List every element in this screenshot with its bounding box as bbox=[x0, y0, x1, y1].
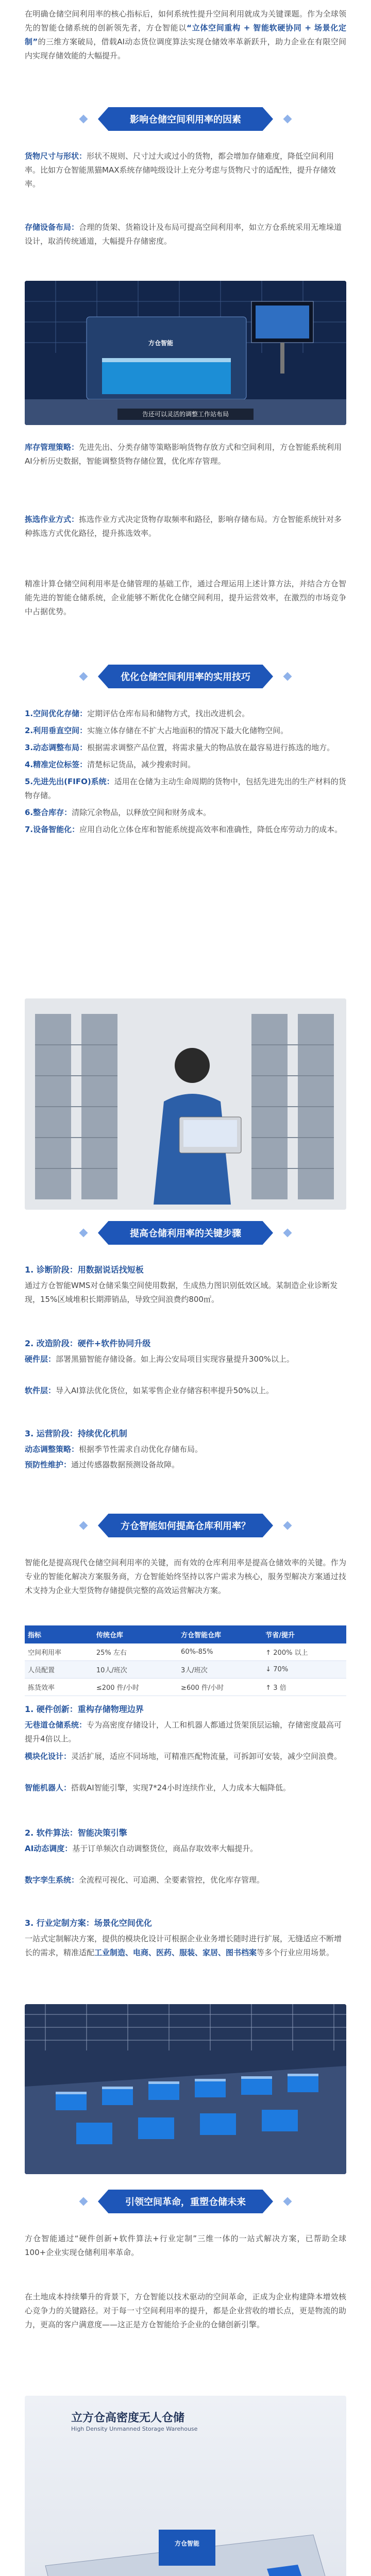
brand-logo: 方仓智能 bbox=[148, 340, 174, 347]
section-banner-fangcang bbox=[98, 1514, 273, 1537]
step-text: 动态调整策略：根据季节性需求自动优化存储布局。 bbox=[25, 1445, 203, 1454]
workstation-illustration bbox=[25, 281, 346, 425]
table-cell: 25% 左右 bbox=[93, 1643, 178, 1661]
factor-item-layout: 存储设备布局：合理的货架、货箱设计及布局可提高空间利用率，如立方仓系统采用无堆垛道设计，取消传统通道，大幅提升存储密度。 bbox=[25, 223, 342, 246]
grid-warehouse-illustration bbox=[25, 2452, 346, 2576]
section-banner-title: 优化仓储空间利用率的实用技巧 bbox=[121, 672, 250, 683]
table-header-cell: 节省/提升 bbox=[262, 1625, 346, 1643]
section-banner-title: 提高仓储利用率的关键步骤 bbox=[130, 1228, 241, 1239]
table-cell: ↑ 3 倍 bbox=[262, 1679, 346, 1696]
table-cell: ↓ 70% bbox=[262, 1661, 346, 1679]
table-row bbox=[25, 1661, 346, 1679]
brand-logo: 方仓智能 bbox=[175, 2540, 200, 2547]
operator-illustration bbox=[25, 998, 346, 1210]
table-cell: 人员配置 bbox=[25, 1661, 93, 1679]
step-title: 3. 运营阶段：持续优化机制 bbox=[25, 1429, 127, 1438]
step-text: 软件层：导入AI算法优化货位，如某零售企业存储容积率提升50%以上。 bbox=[25, 1386, 274, 1395]
table-cell: 3人/班次 bbox=[178, 1661, 262, 1679]
table-header-cell: 方仓智能仓库 bbox=[178, 1625, 262, 1643]
table-cell: ≤200 件/小时 bbox=[93, 1679, 178, 1696]
step-text: 通过方仓智能WMS对仓储采集空间使用数据，生成热力图识别低效区域。某制造企业诊断发现，15%区域堆积长期滞销品，导致空间浪费约800㎡。 bbox=[25, 1281, 338, 1304]
tip-item: 6.整合库存：清除冗余物品，以释放空间和财务成本。 bbox=[25, 808, 211, 817]
tip-item: 2.利用垂直空间：实施立体存储在不扩大占地面积的情况下最大化储物空间。 bbox=[25, 726, 289, 735]
factor-item-inventory: 库存管理策略：先进先出、分类存储等策略影响货物存放方式和空间利用，方仓智能系统利用AI分析历史数据，智能调整货物存储位置，优化库存管理。 bbox=[25, 443, 342, 466]
step-text: 预防性维护：通过传感器数据预测设备故障。 bbox=[25, 1460, 180, 1469]
feature-title: 2. 软件算法：智能决策引擎 bbox=[25, 1828, 127, 1838]
section-banner-future bbox=[98, 2190, 273, 2213]
table-cell: 60%-85% bbox=[178, 1643, 262, 1661]
tip-item: 7.设备智能化：应用自动化立体仓库和智能系统提高效率和准确性，降低仓库劳动力的成本。 bbox=[25, 825, 343, 834]
promo-card bbox=[25, 2396, 346, 2576]
section-banner-steps bbox=[98, 1221, 273, 1245]
feature-text: 一站式定制解决方案，提供的模块化设计可根据企业业务增长随时进行扩展，无缝适应不断增长的需求，精准适配工业制造、电商、医药、服装、家居、图书档案等多个行业应用场景。 bbox=[25, 1934, 342, 1957]
table-row bbox=[25, 1643, 346, 1661]
feature-text: AI动态调度：基于订单频次自动调整货位，商品存取效率大幅提升。 bbox=[25, 1844, 258, 1853]
section-banner-title: 影响仓储空间利用率的因素 bbox=[130, 114, 241, 125]
comparison-table bbox=[25, 1625, 346, 1696]
step-title: 2. 改造阶段：硬件+软件协同升级 bbox=[25, 1338, 151, 1348]
operator-photo bbox=[25, 998, 346, 1210]
promo-title: 立方仓高密度无人仓储 bbox=[71, 2412, 185, 2425]
table-cell: 空间利用率 bbox=[25, 1643, 93, 1661]
feature-text: 模块化设计：灵活扩展，适应不同场地，可精准匹配物流量，可拆卸可安装，减少空间浪费。 bbox=[25, 1752, 342, 1761]
tip-item: 5.先进先出(FIFO)系统：适用在仓储为主动生命周期的货物中，包括先进先出的生产材料的货物存储。 bbox=[25, 777, 346, 800]
feature-text: 数字孪生系统：全流程可视化、可追溯、全要素管控，优化库存管理。 bbox=[25, 1875, 265, 1885]
table-cell: 拣货效率 bbox=[25, 1679, 93, 1696]
section-banner-title: 方仓智能如何提高仓库利用率？ bbox=[121, 1521, 250, 1532]
photo-caption: 告还可以灵活的调整工作站布局 bbox=[117, 409, 254, 420]
table-cell: ≥600 件/小时 bbox=[178, 1679, 262, 1696]
factor-item-picking: 拣选作业方式：拣选作业方式决定货物存取频率和路径，影响存储布局。方仓智能系统针对多种拣选方式优化路径，提升拣选效率。 bbox=[25, 515, 342, 538]
table-row bbox=[25, 1679, 346, 1696]
storage-hall-illustration bbox=[25, 2004, 346, 2174]
fangcang-intro: 智能化是提高现代仓储空间利用率的关键，而有效的仓库利用率是提高仓储效率的关键。作为专业的智能化解决方案服务商，方仓智能始终坚持以客户需求为核心，服务型解决方案通过技术支持为企业大型货物存储提供完整的高效运营解决方案。 bbox=[25, 1558, 346, 1595]
factor-item-size: 货物尺寸与形状：形状不规则、尺寸过大或过小的货物，都会增加存储难度，降低空间利用率。比如方仓智能黑猫MAX系统存储吨级设计上充分考虑与货物尺寸的适配性，提升存储效率。 bbox=[25, 151, 336, 189]
promo-subtitle: High Density Unmanned Storage Warehouse bbox=[71, 2426, 198, 2432]
section-banner-tips bbox=[98, 665, 273, 688]
closing-paragraph: 在土地成本持续攀升的背景下，方仓智能以技术驱动的空间革命，正成为企业构建降本增效核心竞争力的关键路径。对于每一寸空间利用率的提升，都是企业营收的增长点，更是物流的助力，更高的客户满意度——这正是方仓智能给予企业的仓储创新引擎。 bbox=[25, 2292, 346, 2329]
storage-hall-photo bbox=[25, 2004, 346, 2174]
workstation-photo bbox=[25, 281, 346, 425]
table-header-cell: 传统仓库 bbox=[93, 1625, 178, 1643]
tips-list bbox=[25, 707, 346, 840]
step-title: 1. 诊断阶段：用数据说话找短板 bbox=[25, 1265, 144, 1275]
section-banner-title: 引领空间革命，重塑仓储未来 bbox=[125, 2197, 246, 2208]
feature-title: 1. 硬件创新：重构存储物理边界 bbox=[25, 1704, 144, 1714]
step-text: 硬件层：部署黑猫智能存储设备。如上海公安局项目实现容量提升300%以上。 bbox=[25, 1354, 294, 1364]
section-banner-factors bbox=[98, 107, 273, 131]
feature-text: 智能机器人：搭载AI智能引擎，实现7*24小时连续作业，人力成本大幅降低。 bbox=[25, 1783, 291, 1792]
summary-paragraph: 精准计算仓储空间利用率是仓储管理的基础工作，通过合理运用上述计算方法，并结合方仓智能先进的智能仓储系统，企业能够不断优化仓储空间利用，提升运营效率，在激烈的市场竞争中占据优势。 bbox=[25, 579, 346, 616]
closing-paragraph: 方仓智能通过“硬件创新+软件算法+行业定制”三维一体的一站式解决方案，已帮助全球100+企业实现仓储利用率革命。 bbox=[25, 2234, 346, 2257]
tip-item: 3.动态调整布局：根据需求调整产品位置，将需求量大的物品放在最容易进行拣选的地方。 bbox=[25, 743, 335, 752]
feature-title: 3. 行业定制方案：场景化空间优化 bbox=[25, 1918, 152, 1928]
table-cell: ↑ 200% 以上 bbox=[262, 1643, 346, 1661]
tip-item: 4.精准定位标签：清楚标记货品，减少搜索时间。 bbox=[25, 760, 196, 769]
table-cell: 10人/班次 bbox=[93, 1661, 178, 1679]
table-header-row bbox=[25, 1625, 346, 1643]
tip-item: 1.空间优化存储：定期评估仓库布局和储物方式，找出改进机会。 bbox=[25, 709, 250, 718]
intro-paragraph: 在明确仓储空间利用率的核心指标后，如何系统性提升空间利用就成为关键课题。作为全球领先的智能仓储系统的创新领先者，方仓智能以“立体空间重构 + 智能软硬协同 + 场景化定制”的三维方案破局，借载AI动态货位调度算法实现仓储效率革新跃升，助力企业在有限空间内实现存储效能的大幅提升。 bbox=[25, 9, 347, 60]
feature-text: 无巷道仓储系统：专为高密度存储设计，人工和机器人都通过货架顶层运输，存储密度最高可提升4倍以上。 bbox=[25, 1720, 342, 1743]
table-header-cell: 指标 bbox=[25, 1625, 93, 1643]
